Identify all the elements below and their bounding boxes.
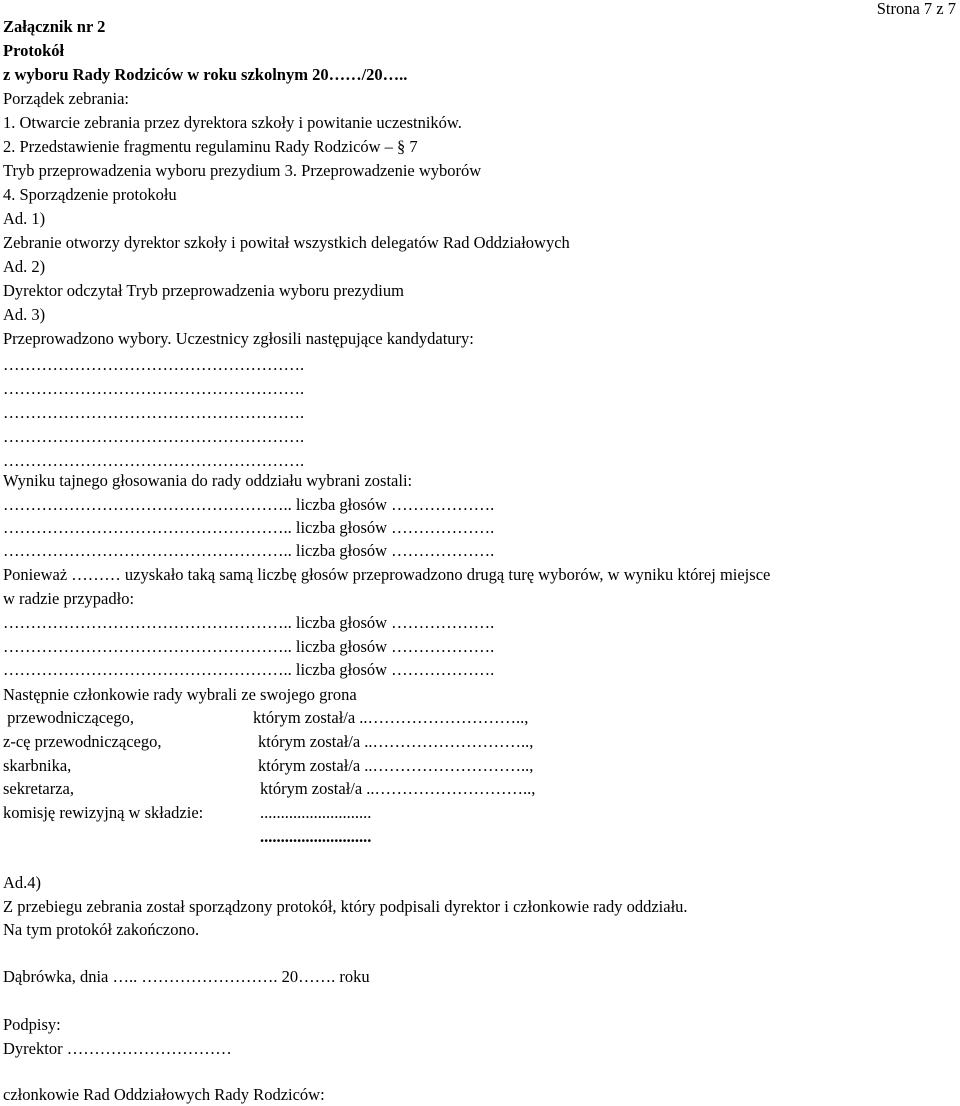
role-value: którym został/a ..……………………….., [258,756,534,775]
candidate-line: ………………………………………………. [3,403,305,422]
candidate-line: ………………………………………………. [3,379,305,398]
second-round-text: Ponieważ ……… uzyskało taką samą liczbę głosów przeprowadzono drugą turę wyborów, w wyniku której miejsce [3,565,771,584]
role-value: którym został/a ..……………………….., [253,708,529,727]
result-row: …………………………………………….. liczba głosów ………………. [3,613,495,632]
ad4-text: Z przebiegu zebrania został sporządzony protokół, który podpisali dyrektor i członkowie rady oddziału. [3,897,688,916]
role-label: sekretarza, [3,779,74,798]
ad3-label: Ad. 3) [3,305,46,324]
result-row: …………………………………………….. liczba głosów ………………. [3,518,495,537]
presidium-intro: Następnie członkowie rady wybrali ze swojego grona [3,685,357,704]
ad1-label: Ad. 1) [3,209,46,228]
agenda-item: 4. Sporządzenie protokołu [3,185,177,204]
result-row: …………………………………………….. liczba głosów ………………. [3,495,495,514]
audit-committee-dots: ........................... [260,803,372,822]
page-number: Strona 7 z 7 [876,0,956,18]
candidate-line: ………………………………………………. [3,427,305,446]
members-signature-label: członkowie Rad Oddziałowych Rady Rodziców: [3,1085,325,1104]
agenda-label: Porządek zebrania: [3,89,129,108]
ad1-text: Zebranie otworzy dyrektor szkoły i powitał wszystkich delegatów Rad Oddziałowych [3,233,570,252]
role-label: z-cę przewodniczącego, [3,732,162,751]
agenda-item: 1. Otwarcie zebrania przez dyrektora szkoły i powitanie uczestników. [3,113,462,132]
ad2-label: Ad. 2) [3,257,46,276]
document-title: Protokół [3,41,65,60]
end-text: Na tym protokół zakończono. [3,920,200,939]
role-label: skarbnika, [3,756,72,775]
audit-committee-dots: ........................... [260,827,372,846]
agenda-item: 2. Przedstawienie fragmentu regulaminu Rady Rodziców – § 7 [3,137,418,156]
results-label: Wyniku tajnego głosowania do rady oddziału wybrani zostali: [3,471,413,490]
ad3-text: Przeprowadzono wybory. Uczestnicy zgłosili następujące kandydatury: [3,329,474,348]
second-round-text-cont: w radzie przypadło: [3,589,135,608]
ad2-text: Dyrektor odczytał Tryb przeprowadzenia wyboru prezydium [3,281,404,300]
candidate-line: ………………………………………………. [3,451,305,470]
place-date-line: Dąbrówka, dnia ….. ……………………. 20……. roku [3,967,370,986]
signatures-label: Podpisy: [3,1015,61,1034]
result-row: …………………………………………….. liczba głosów ………………. [3,660,495,679]
agenda-item: Tryb przeprowadzenia wyboru prezydium 3. Przeprowadzenie wyborów [3,161,482,180]
document-subtitle: z wyboru Rady Rodziców w roku szkolnym 20……/20….. [3,65,408,84]
result-row: …………………………………………….. liczba głosów ………………. [3,541,495,560]
candidate-line: ………………………………………………. [3,355,305,374]
result-row: …………………………………………….. liczba głosów ………………. [3,637,495,656]
director-signature: Dyrektor ………………………… [3,1039,232,1058]
ad4-label: Ad.4) [3,873,42,892]
role-value: którym został/a ..……………………….., [260,779,536,798]
role-value: którym został/a ..……………………….., [258,732,534,751]
attachment-label: Załącznik nr 2 [3,17,106,36]
audit-committee-label: komisję rewizyjną w składzie: [3,803,204,822]
role-label: przewodniczącego, [3,708,135,727]
